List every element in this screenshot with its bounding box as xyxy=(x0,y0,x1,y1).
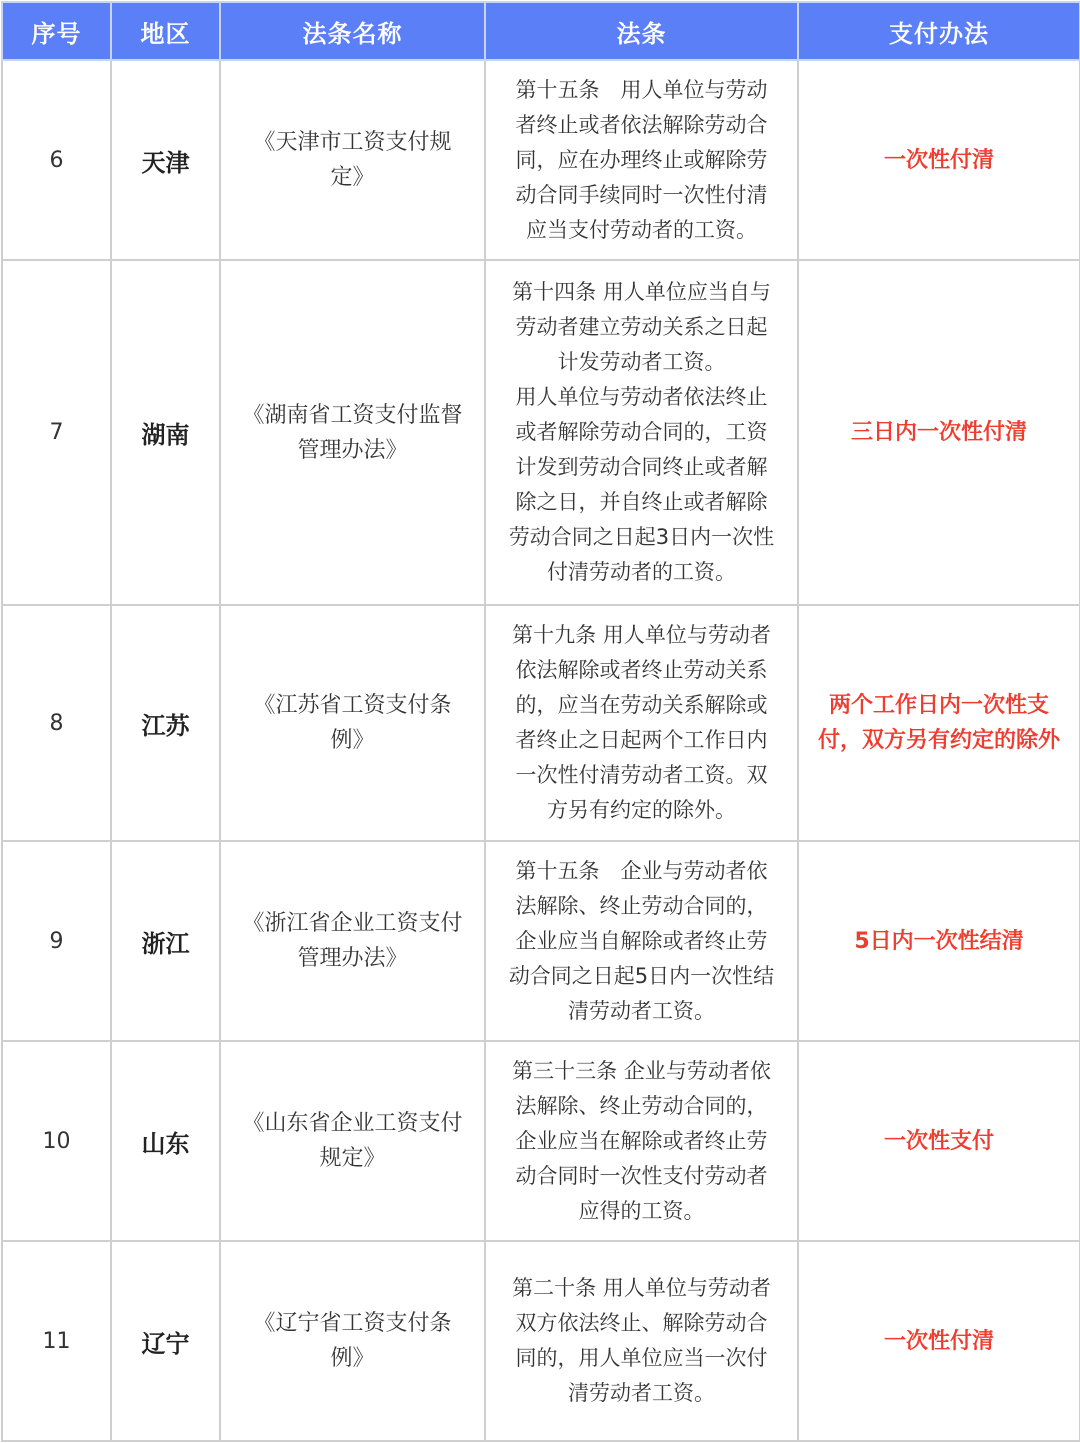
table-body xyxy=(2,60,1080,1441)
row-law-article xyxy=(485,605,798,841)
law-article-text: 第十五条 企业与劳动者依 法解除、终止劳动合同的， 企业应当自解除或者终止劳 动合同之日起5日内一次性结 清劳动者工资。 xyxy=(508,858,775,1023)
row-payment-method xyxy=(798,60,1080,260)
payment-method-text: 三日内一次性付清 xyxy=(850,420,1027,445)
row-law-name xyxy=(220,1241,485,1441)
table-row xyxy=(2,1041,1080,1241)
law-article-text: 第十四条 用人单位应当自与 劳动者建立劳动关系之日起 计发劳动者工资。 用人单位与劳动者依法终止 或者解除劳动合同的，工资 计发到劳动合同终止或者解 除之日，并自终止或者解除 劳动合同之日起3日内一次性 付清劳动者的工资。 xyxy=(508,280,775,584)
row-law-name xyxy=(220,1041,485,1241)
row-law-name xyxy=(220,60,485,260)
header-row xyxy=(2,2,1080,60)
header-region: 地区 xyxy=(111,2,220,60)
law-article-text: 第十九条 用人单位与劳动者 依法解除或者终止劳动关系 的，应当在劳动关系解除或 者终止之日起两个工作日内 一次性付清劳动者工资。双 方另有约定的除外。 xyxy=(512,623,771,822)
law-name-text: 《湖南省工资支付监督 管理办法》 xyxy=(242,402,463,463)
row-law-name xyxy=(220,260,485,605)
row-law-article xyxy=(485,1041,798,1241)
table-row xyxy=(2,60,1080,260)
row-number: 8 xyxy=(2,605,111,841)
table-row xyxy=(2,1241,1080,1441)
row-region: 江苏 xyxy=(111,605,220,841)
table-row xyxy=(2,260,1080,605)
row-number: 11 xyxy=(2,1241,111,1441)
row-number: 7 xyxy=(2,260,111,605)
table-row xyxy=(2,605,1080,841)
table-header xyxy=(2,2,1080,60)
row-payment-method xyxy=(798,260,1080,605)
law-name-text: 《天津市工资支付规 定》 xyxy=(253,130,452,190)
payment-method-text: 一次性付清 xyxy=(883,1328,994,1354)
row-law-article xyxy=(485,1241,798,1441)
law-name-text: 《浙江省企业工资支付 管理办法》 xyxy=(242,911,463,971)
row-region: 山东 xyxy=(111,1041,220,1241)
law-name-text: 《辽宁省工资支付条 例》 xyxy=(253,1311,452,1371)
law-article-text: 第十五条 用人单位与劳动 者终止或者依法解除劳动合 同，应在办理终止或解除劳 动合同手续同时一次性付清 应当支付劳动者的工资。 xyxy=(515,77,768,242)
row-number: 10 xyxy=(2,1041,111,1241)
row-region: 辽宁 xyxy=(111,1241,220,1441)
payment-method-text: 一次性支付 xyxy=(883,1128,994,1154)
row-number: 9 xyxy=(2,841,111,1041)
row-payment-method xyxy=(798,841,1080,1041)
header-number: 序号 xyxy=(2,2,111,60)
row-law-name xyxy=(220,841,485,1041)
law-article-text: 第三十三条 企业与劳动者依 法解除、终止劳动合同的， 企业应当在解除或者终止劳 动合同时一次性支付劳动者 应得的工资。 xyxy=(512,1058,771,1223)
row-region: 浙江 xyxy=(111,841,220,1041)
header-law-article: 法条 xyxy=(485,2,798,60)
row-region: 湖南 xyxy=(111,260,220,605)
row-payment-method xyxy=(798,1241,1080,1441)
law-article-text: 第二十条 用人单位与劳动者 双方依法终止、解除劳动合 同的，用人单位应当一次付 清劳动者工资。 xyxy=(512,1276,771,1405)
row-payment-method xyxy=(798,605,1080,841)
row-number: 6 xyxy=(2,60,111,260)
law-comparison-table xyxy=(1,1,1080,1442)
row-law-article xyxy=(485,60,798,260)
header-law-name: 法条名称 xyxy=(220,2,485,60)
payment-method-text: 5日内一次性结清 xyxy=(854,928,1024,954)
law-name-text: 《江苏省工资支付条 例》 xyxy=(253,693,452,753)
row-law-article xyxy=(485,841,798,1041)
row-payment-method xyxy=(798,1041,1080,1241)
table-row xyxy=(2,841,1080,1041)
row-law-name xyxy=(220,605,485,841)
payment-method-text: 一次性付清 xyxy=(883,147,994,173)
row-law-article xyxy=(485,260,798,605)
law-name-text: 《山东省企业工资支付 规定》 xyxy=(242,1111,463,1171)
row-region: 天津 xyxy=(111,60,220,260)
header-payment-method: 支付办法 xyxy=(798,2,1080,60)
payment-method-text: 两个工作日内一次性支 付，双方另有约定的除外 xyxy=(817,693,1060,753)
